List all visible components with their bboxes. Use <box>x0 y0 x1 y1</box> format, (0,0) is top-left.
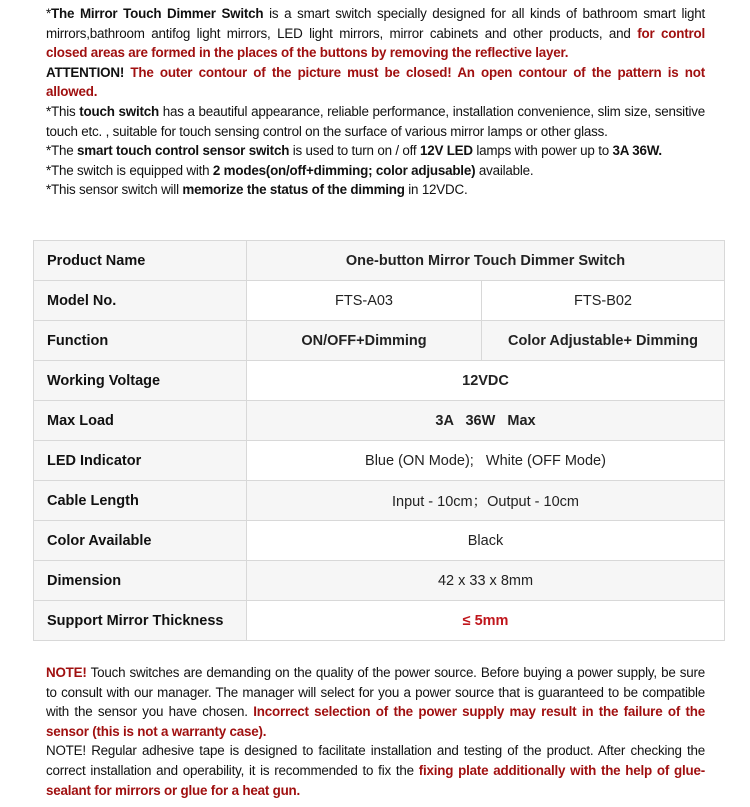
row-value: ON/OFF+Dimming <box>247 321 482 361</box>
note-label: NOTE! <box>46 665 87 680</box>
text-bold: smart touch control sensor switch <box>77 143 290 159</box>
row-value: 12VDC <box>247 361 725 401</box>
row-value: 42 x 33 x 8mm <box>247 561 725 601</box>
row-label: Function <box>34 321 247 361</box>
row-value: FTS-A03 <box>247 281 482 321</box>
row-label: Support Mirror Thickness <box>34 601 247 641</box>
intro-paragraph-5 <box>46 161 705 181</box>
row-value: Blue (ON Mode); White (OFF Mode) <box>247 441 725 481</box>
row-value: FTS-B02 <box>482 281 725 321</box>
row-value: 3A 36W Max <box>247 401 725 441</box>
row-label: Model No. <box>34 281 247 321</box>
product-name-bold: The Mirror Touch Dimmer Switch <box>51 6 264 21</box>
table-row <box>34 441 725 481</box>
text: Touch switches are demanding on the quality of the power source. Before buying a power supply, be sure to consult with our manager. The manager will select for you a power source that is guaranteed to be compatible with the sensor you have chosen. <box>46 665 705 720</box>
text: *This <box>46 103 80 119</box>
row-label: Working Voltage <box>34 361 247 401</box>
note-power-supply <box>46 663 705 741</box>
text-bold: 2 modes(on/off+dimming; color adjusable) <box>212 162 476 178</box>
text: *The <box>46 143 78 159</box>
intro-paragraph-3 <box>46 102 705 141</box>
highlight-red: fixing plate additionally with the help of glue-sealant for mirrors or glue for a heat gun. <box>46 762 705 798</box>
row-label: Dimension <box>34 561 247 601</box>
table-row <box>34 521 725 561</box>
text: *The switch is equipped with <box>46 162 213 178</box>
text: is used to turn on / off <box>289 143 420 159</box>
row-label: Color Available <box>34 521 247 561</box>
text: in 12VDC. <box>404 182 468 198</box>
row-label: Cable Length <box>34 481 247 521</box>
text: available. <box>475 162 534 178</box>
row-value: Color Adjustable+ Dimming <box>482 321 725 361</box>
table-row <box>34 361 725 401</box>
table-row <box>34 561 725 601</box>
row-label: Product Name <box>34 241 247 281</box>
attention-label: ATTENTION! <box>46 64 125 80</box>
intro-paragraph-4 <box>46 141 705 161</box>
intro-paragraph-1 <box>46 4 705 63</box>
intro-paragraph-6 <box>46 180 705 200</box>
table-row <box>34 601 725 641</box>
row-label: LED Indicator <box>34 441 247 481</box>
row-value: One-button Mirror Touch Dimmer Switch <box>247 241 725 281</box>
attention-paragraph <box>46 63 705 102</box>
table-row <box>34 321 725 361</box>
row-value: Input - 10cm；Output - 10cm <box>247 481 725 521</box>
text: * <box>46 6 52 21</box>
text: has a beautiful appearance, reliable performance, installation convenience, slim size, sensitive touch etc. , suitable for touch sensing control on the surface of various mirror lamps or other glass. <box>46 103 706 139</box>
text: *This sensor switch will <box>46 182 183 198</box>
table-row <box>34 481 725 521</box>
spec-table <box>33 240 725 641</box>
table-row <box>34 281 725 321</box>
notes-text <box>46 663 705 800</box>
table-row <box>34 241 725 281</box>
highlight-red: Incorrect selection of the power supply may result in the failure of the sensor (this is not a warranty case). <box>46 704 705 739</box>
row-label: Max Load <box>34 401 247 441</box>
text-bold: 3A 36W. <box>612 143 662 159</box>
highlight-red: for control closed areas are formed in the places of the buttons by removing the reflective layer. <box>46 25 706 61</box>
text: lamps with power up to <box>472 143 613 159</box>
intro-text <box>46 4 705 200</box>
text: is a smart switch specially designed for all kinds of bathroom smart light mirrors,bathroom antifog light mirrors, LED light mirrors, mirror cabinets and other products, and <box>46 6 706 41</box>
text: NOTE! Regular adhesive tape is designed to facilitate installation and testing of the product. After checking the correct installation and operability, it is recommended to fix the <box>46 743 705 778</box>
note-adhesive <box>46 741 705 800</box>
text-bold: touch switch <box>79 103 159 119</box>
row-value: ≤ 5mm <box>247 601 725 641</box>
text-bold: memorize the status of the dimming <box>182 182 405 198</box>
row-value: Black <box>247 521 725 561</box>
table-row <box>34 401 725 441</box>
highlight-red: The outer contour of the picture must be closed! An open contour of the pattern is not allowed. <box>46 64 705 100</box>
text-bold: 12V LED <box>419 143 473 159</box>
